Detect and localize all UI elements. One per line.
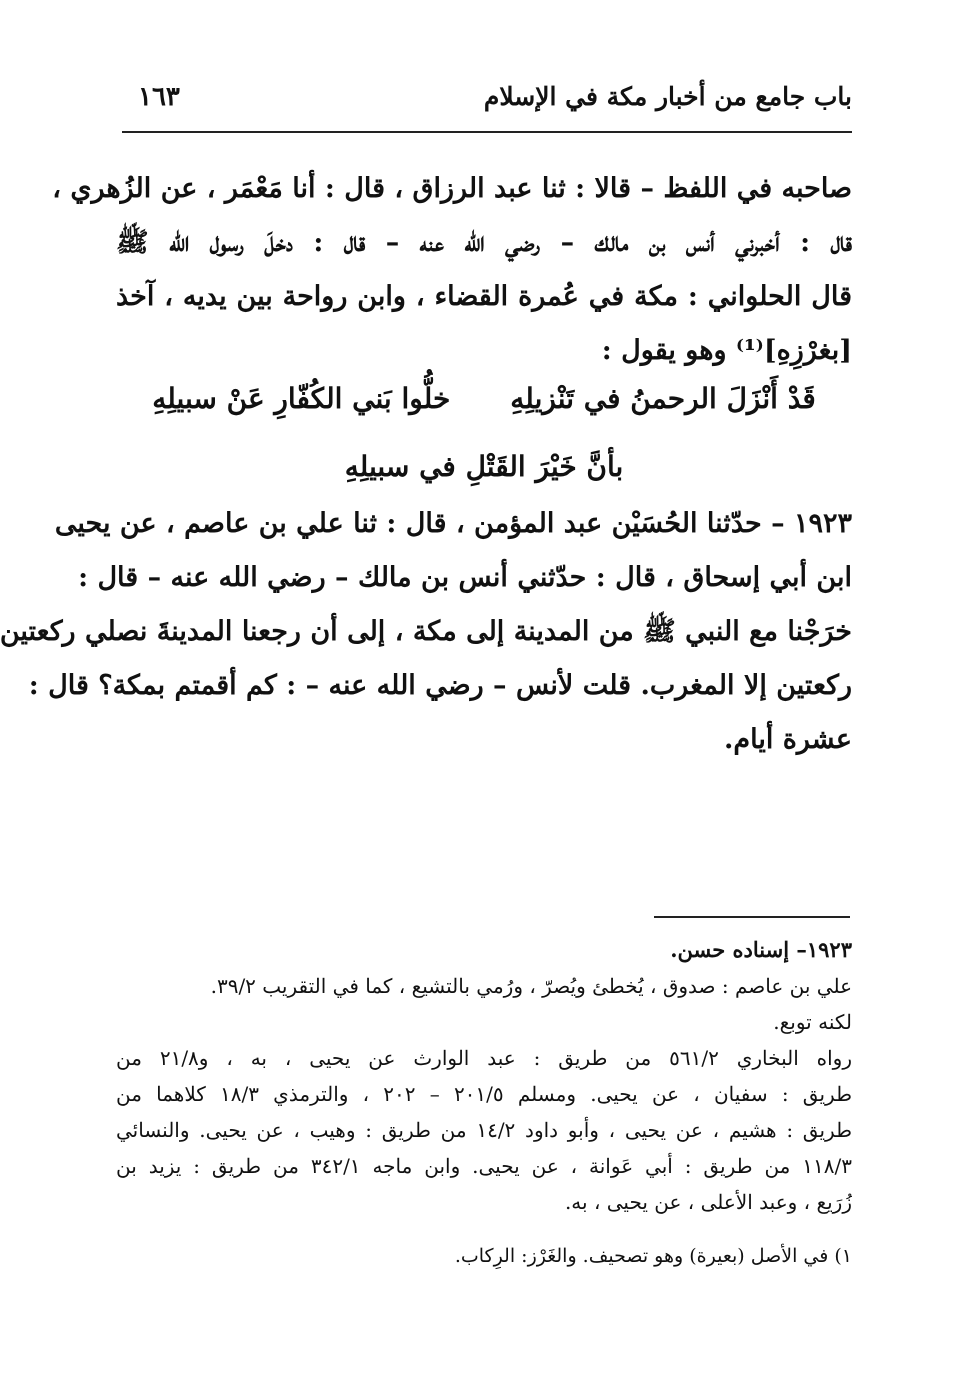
hadith-line: عشرة أيام. xyxy=(724,724,852,755)
hadith-line: خرَجْنا مع النبي ﷺ من المدينة إلى مكة ، إلى أن رجعنا المدينةَ نصلي ركعتين xyxy=(0,616,852,647)
footnote-line: طريق : سفيان ، عن يحيى. ومسلم ٢٠١/٥ – ٢٠٢ ، والترمذي ١٨/٣ كلاهما من xyxy=(116,1082,852,1106)
footnote-note: ١) في الأصل (بعيرة) وهو تصحيف. والغَرْز: الرِكاب. xyxy=(454,1245,852,1267)
main-text-block xyxy=(52,162,852,378)
verse-hemistich-second: خلُّوا بَني الكُفّارِ عَنْ سبيلِهِ xyxy=(152,382,451,415)
footnote-line: ١١٨/٣ من طريق : أبي عَوانة ، عن يحيى. وابن ماجه ٣٤٢/١ من طريق : يزيد بن xyxy=(116,1154,853,1178)
page-number: ١٦٣ xyxy=(138,82,180,112)
running-header xyxy=(122,78,852,122)
chapter-title: باب جامع من أخبار مكة في الإسلام xyxy=(483,82,852,111)
poetry-verse xyxy=(116,372,852,494)
verse-hemistich-first: قَدْ أَنْزَلَ الرحمنُ في تَنْزيلِهِ xyxy=(510,382,816,415)
footnote-line: علي بن عاصم : صدوق ، يُخطئ ويُصرّ ، ورُمي بالتشيع ، كما في التقريب ٣٩/٢. xyxy=(210,974,852,998)
main-text-line: قال : أخبرني أنس بن مالك – رضي الله عنه – قال : دخلَ رسول الله ﷺ xyxy=(116,227,852,258)
footnote-line: لكنه توبع. xyxy=(773,1010,852,1034)
hadith-line: ١٩٢٣ – حدّثنا الحُسَيْن عبد المؤمن ، قال : ثنا علي بن عاصم ، عن يحيى xyxy=(54,508,852,539)
footnote-heading: ١٩٢٣– إسناده حسن. xyxy=(670,937,852,962)
footnotes-block xyxy=(116,932,852,1274)
main-text-line: صاحبه في اللفظ – قالا : ثنا عبد الرزاق ، قال : أنا مَعْمَر ، عن الزُهري ، xyxy=(52,173,852,204)
footnote-line: طريق : هشيم ، عن يحيى ، وأبو داود ١٤/٢ من طريق : وهيب ، عن يحيى. والنسائي xyxy=(116,1118,853,1142)
main-text-line: [بغرْزِهِ]⁽¹⁾ وهو يقول : xyxy=(601,335,852,366)
footnote-line: زُرَيع ، وعبد الأعلى ، عن يحيى ، به. xyxy=(564,1190,852,1214)
footnote-divider xyxy=(654,916,850,918)
hadith-block xyxy=(0,497,852,767)
verse-row xyxy=(116,372,852,426)
footnote-line: رواه البخاري ٥٦١/٢ من طريق : عبد الوارث عن يحيى ، به ، و٢١/٨ من xyxy=(116,1046,852,1070)
hadith-line: ركعتين إلا المغرب. قلت لأنس – رضي الله عنه – : كم أقمتم بمكة؟ قال : xyxy=(28,670,852,701)
verse-line-second: بأنَّ خَيْرَ القَتْلِ في سبيلِهِ xyxy=(344,450,624,483)
main-text-line: قال الحلواني : مكة في عُمرة القضاء ، وابن رواحة بين يديه ، آخذ xyxy=(116,281,852,312)
header-divider xyxy=(122,131,852,133)
hadith-line: ابن أبي إسحاق ، قال : حدّثني أنس بن مالك – رضي الله عنه – قال : xyxy=(78,562,852,593)
